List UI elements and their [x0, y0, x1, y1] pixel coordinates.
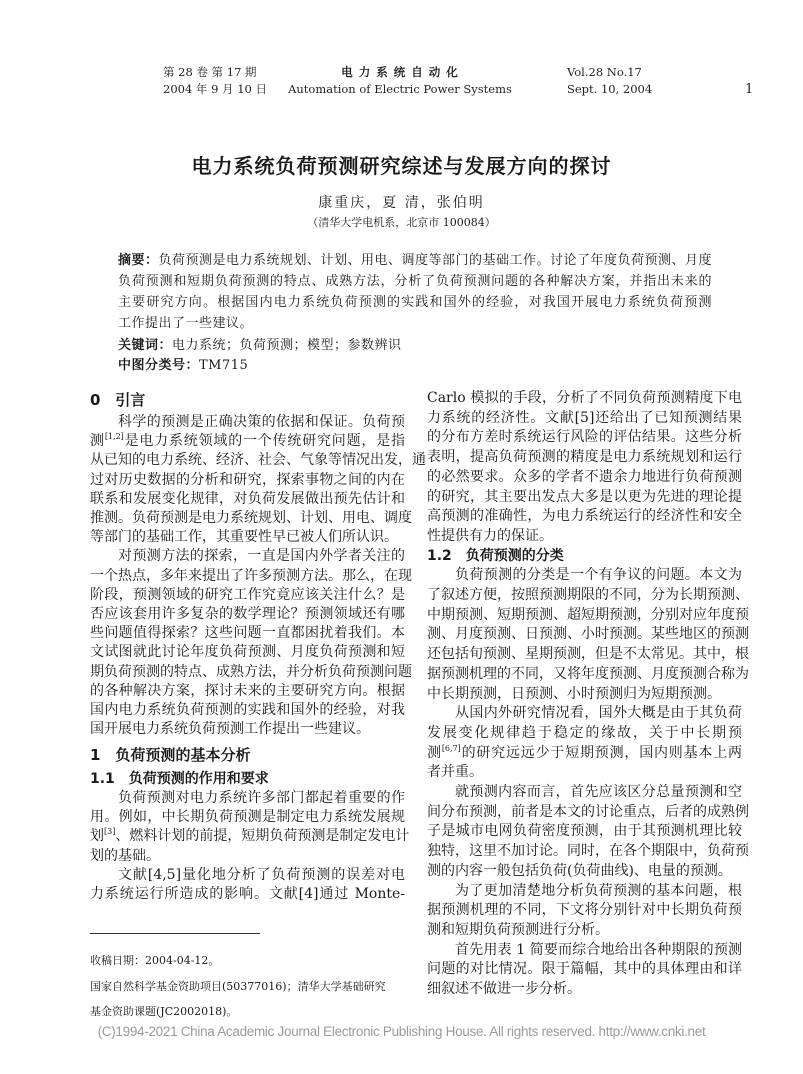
text-run: 据预测机理的不同，下文将分别针对中长期负荷预: [427, 902, 742, 919]
text-run: 力系统运行所造成的影响。文献[4]通过 Monte-: [90, 886, 405, 902]
text-run: 从国内外研究情况看，国外大概是由于其负荷: [455, 705, 742, 722]
body-text-line: [90, 412, 405, 432]
text-run: 一个热点，多年来提出了许多预测方法。那么，在现: [90, 567, 412, 584]
abstract-line: 主要研究方向。根据国内电力系统负荷预测的实践和国外的经验，对我国开展电力系统负荷预测: [118, 295, 712, 310]
body-text-line: [427, 881, 742, 901]
text-run: 联系和发展变化规律，对负荷发展做出预先估计和: [90, 490, 405, 507]
text-run: 科学的预测是正确决策的依据和保证。负荷预: [118, 414, 405, 430]
body-text-line: [90, 604, 405, 624]
text-run: 等部门的基础工作，其重要性早已被人们所认识。: [90, 529, 398, 546]
body-text-line: [427, 979, 742, 999]
text-run: 还包括旬预测、星期预测，但是不太常见。其中，根: [427, 646, 749, 663]
text-run: 的研究，其主要出发点大多是以更为先进的理论提: [427, 488, 742, 505]
body-text-line: [90, 585, 405, 605]
keywords: [118, 336, 712, 356]
text-run: 划: [90, 828, 104, 845]
text-run: 据预测机理的不同，又将年度预测、月度预测合称为: [427, 665, 749, 682]
text-run: 测的内容一般包括负荷(负荷曲线)、电量的预测。: [427, 862, 732, 879]
body-text-line: [427, 644, 749, 664]
paper-title: 电力系统负荷预测研究综述与发展方向的探讨: [191, 154, 612, 178]
body-text-line: [427, 703, 742, 723]
keywords-text: 电力系统；负荷预测；模型；参数辨识: [172, 338, 402, 353]
abstract-label: 摘要：: [118, 253, 159, 268]
body-text-line: [90, 884, 405, 904]
body-text-line: [90, 527, 405, 547]
keywords-label: 关键词：: [118, 338, 173, 353]
section-heading: [427, 546, 742, 566]
text-run: 测和短期负荷预测进行分析。: [427, 921, 609, 938]
clc-label: 中图分类号：: [118, 358, 200, 373]
abstract-line: 负荷预测和短期负荷预测的特点、成熟方法，分析了负荷预测问题的各种解决方案，并指出未来的: [118, 274, 712, 289]
text-run: 文献[4,5]量化地分析了负荷预测的误差对电: [118, 866, 405, 883]
citation-reference: [6,7]: [441, 743, 461, 753]
body-text-line: [90, 508, 412, 528]
body-text-line: [427, 565, 742, 585]
body-text-line: [427, 920, 742, 940]
text-run: 的研究远远少于短期预测，国内则基本上两: [460, 744, 743, 761]
journal-name-en: Automation of Electric Power Systems: [288, 82, 512, 96]
body-text-line: [90, 450, 426, 470]
text-run: 1.2 负荷预测的分类: [427, 547, 564, 564]
body-text-line: [90, 470, 405, 490]
text-run: 从已知的电力系统、经济、社会、气象等情况出发，通: [90, 452, 426, 469]
text-run: 、燃料计划的前提，短期负荷预测是制定发电计: [115, 828, 410, 845]
text-run: 测: [90, 433, 105, 450]
text-run: 细叙述不做进一步分析。: [427, 981, 581, 997]
clc-number: [118, 356, 712, 376]
text-run: 期负荷预测的特点、成熟方法，并分析负荷预测问题: [90, 663, 412, 680]
body-text-line: [90, 489, 405, 509]
body-text-line: [90, 642, 405, 662]
body-text-line: [427, 664, 749, 684]
text-run: 间分布预测，前者是本文的讨论重点，后者的成熟例: [427, 803, 749, 820]
volume-issue-en: Vol.28 No.17: [567, 65, 642, 79]
footnote-funding-cont: 基金资助课题(JC2002018)。: [90, 1005, 238, 1018]
text-run: 测: [427, 744, 442, 761]
body-text-line: [427, 487, 742, 507]
abstract-line: [118, 251, 712, 271]
text-run: 测、月度预测、日预测、小时预测。某些地区的预测: [427, 626, 749, 643]
body-text-line: [427, 861, 742, 881]
text-run: 了叙述方便，按照预测期限的不同，分为长期预测、: [427, 587, 749, 603]
text-run: 表明，提高负荷预测的精度是电力系统规划和运行: [427, 449, 742, 466]
text-run: 国开展电力系统负荷预测工作提出一些建议。: [90, 721, 370, 738]
text-run: 阶段，预测领域的研究工作究竟应该关注什么？是: [90, 586, 405, 603]
body-text-line: [427, 762, 742, 782]
copyright-notice: (C)1994-2021 China Academic Journal Electronic Publishing House. All rights reserved. http://www.cnki.net: [97, 1024, 706, 1039]
body-text-line: [427, 408, 742, 428]
body-text-line: [90, 431, 405, 451]
body-text-line: [427, 821, 742, 841]
authors: 康重庆，夏 清，张伯明: [318, 195, 485, 211]
body-text-line: [427, 841, 749, 861]
text-run: 推测。负荷预测是电力系统规划、计划、用电、调度: [90, 510, 412, 526]
text-run: 国内电力系统负荷预测的实践和国外的经验，对我: [90, 702, 405, 718]
text-run: 者并重。: [427, 764, 483, 781]
body-text-line: [90, 623, 405, 643]
body-text-line: [427, 624, 749, 644]
body-text-line: [90, 566, 412, 586]
footnote-funding: 国家自然科学基金资助项目(50377016)；清华大学基础研究: [90, 980, 386, 993]
body-text-line: [90, 681, 405, 701]
body-text-line: [427, 585, 749, 605]
body-text-line: [427, 743, 742, 763]
footnote-received: 收稿日期：2004-04-12。: [90, 954, 220, 967]
text-run: 用。例如，中长期负荷预测是制定电力系统发展规: [90, 809, 405, 826]
body-text-line: [90, 865, 405, 885]
text-run: 否应该套用许多复杂的数学理论？预测领域还有哪: [90, 606, 405, 622]
text-run: 独特，这里不加讨论。同时，在各个期限中，负荷预: [427, 843, 749, 860]
journal-name-cn: 电 力 系 统 自 动 化: [341, 65, 459, 79]
text-run: 力系统的经济性。文献[5]还给出了已知预测结果: [427, 409, 742, 426]
text-run: 中长期预测，日预测、小时预测归为短期预测。: [427, 685, 721, 702]
body-text-line: [90, 788, 405, 808]
body-text-line: [427, 447, 742, 467]
body-text-line: [90, 807, 405, 827]
citation-reference: [1,2]: [104, 432, 124, 442]
text-run: 的分布方差时系统运行风险的评估结果。这些分析: [427, 429, 742, 446]
citation-reference: [3]: [104, 827, 116, 837]
text-run: 对预测方法的探索，一直是国内外学者关注的: [118, 548, 405, 565]
body-text-line: [90, 826, 410, 846]
body-text-line: [427, 900, 742, 920]
body-text-line: [90, 719, 405, 739]
text-run: 负荷预测对电力系统许多部门都起着重要的作: [118, 790, 405, 806]
text-run: 发展变化规律趋于稳定的缘故，关于中长期预: [427, 724, 742, 741]
body-text-line: [427, 467, 742, 487]
body-text-line: [427, 605, 749, 625]
volume-issue-cn: 第 28 卷 第 17 期: [163, 65, 257, 79]
body-text-line: [427, 526, 742, 546]
body-text-line: [427, 506, 742, 526]
body-text-line: [427, 959, 742, 979]
text-run: 过对历史数据的分析和研究，探索事物之间的内在: [90, 471, 405, 488]
text-run: 文试图就此讨论年度负荷预测、月度负荷预测和短: [90, 644, 405, 661]
section-heading: 1 负荷预测的基本分析: [90, 746, 251, 764]
text-run: 性提供有力的保证。: [427, 527, 553, 544]
body-text-line: [427, 427, 742, 447]
text-run: 中期预测、短期预测、超短期预测，分别对应年度预: [427, 606, 749, 623]
text-run: 些问题值得探索？这些问题一直都困扰着我们。本: [90, 625, 405, 642]
text-run: 的必然要求。众多的学者不遗余力地进行负荷预测: [427, 468, 742, 485]
abstract-line: 工作提出了一些建议。: [118, 316, 254, 331]
body-text-line: [90, 546, 405, 566]
text-run: 子是城市电网负荷密度预测，由于其预测机理比较: [427, 823, 742, 840]
body-text-line: [90, 846, 405, 866]
body-text-line: [427, 684, 742, 704]
section-heading: 1.1 负荷预测的作用和要求: [90, 771, 269, 787]
text-run: 就预测内容而言，首先应该区分总量预测和空: [455, 784, 742, 800]
body-text-line: [90, 700, 405, 720]
text-run: 的各种解决方案，探讨未来的主要研究方向。根据: [90, 682, 405, 699]
body-text-line: [427, 940, 742, 960]
text-run: Carlo 模拟的手段，分析了不同负荷预测精度下电: [427, 390, 742, 406]
text-run: 划的基础。: [90, 847, 160, 864]
body-text-line: [90, 662, 412, 682]
page-number: 1: [745, 82, 754, 97]
body-text-line: [427, 723, 742, 743]
text-run: 是电力系统领域的一个传统研究问题，是指: [123, 433, 406, 450]
abstract-text: 负荷预测是电力系统规划、计划、用电、调度等部门的基础工作。讨论了年度负荷预测、月度: [158, 253, 713, 268]
text-run: 为了更加清楚地分析负荷预测的基本问题，根: [455, 882, 742, 899]
body-text-line: [427, 782, 742, 802]
body-text-line: [427, 388, 742, 408]
body-text-line: [427, 802, 749, 822]
text-run: 问题的对比情况。限于篇幅，其中的具体理由和详: [427, 961, 742, 978]
footnote-divider: [90, 933, 260, 934]
clc-text: TM715: [199, 358, 249, 373]
section-heading: 0 引言: [90, 391, 146, 409]
date-en: Sept. 10, 2004: [567, 82, 653, 96]
text-run: 首先用表 1 简要而综合地给出各种期限的预测: [455, 941, 742, 958]
date-cn: 2004 年 9 月 10 日: [163, 82, 267, 96]
text-run: 负荷预测的分类是一个有争议的问题。本文为: [455, 567, 742, 584]
affiliation: （清华大学电机系，北京市 100084）: [307, 216, 496, 229]
text-run: 高预测的准确性，为电力系统运行的经济性和安全: [427, 508, 742, 525]
